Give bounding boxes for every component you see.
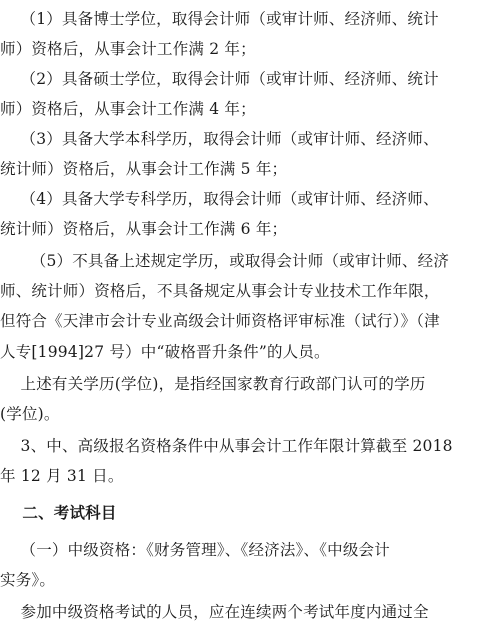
text-line: 实务》。: [0, 571, 56, 589]
text-line: (学位)。: [0, 405, 60, 423]
text-line: 师）资格后，从事会计工作满 2 年；: [0, 40, 256, 58]
text-line: 师）资格后，从事会计工作满 4 年；: [0, 100, 256, 118]
text-line: 统计师）资格后，从事会计工作满 6 年；: [0, 220, 288, 238]
section-heading: 二、考试科目: [0, 504, 117, 522]
text-line: 师、统计师）资格后，不具备规定从事会计专业技术工作年限，: [0, 282, 440, 300]
text-line: 但符合《天津市会计专业高级会计师资格评审标准（试行）》（津: [0, 312, 440, 330]
text-line: 参加中级资格考试的人员，应在连续两个考试年度内通过全: [0, 603, 429, 621]
text-line: （5）不具备上述规定学历，或取得会计师（或审计师、经济: [0, 252, 450, 270]
text-line: （1）具备博士学位，取得会计师（或审计师、经济师、统计: [0, 10, 439, 28]
text-line: （一）中级资格：《财务管理》、《经济法》、《中级会计: [0, 541, 390, 559]
text-line: （3）具备大学本科学历，取得会计师（或审计师、经济师、: [0, 130, 439, 148]
text-line: （2）具备硕士学位，取得会计师（或审计师、经济师、统计: [0, 70, 439, 88]
text-line: 人专[1994]27 号）中“破格晋升条件”的人员。: [0, 343, 330, 361]
text-line: 上述有关学历(学位)，是指经国家教育行政部门认可的学历: [0, 375, 426, 393]
text-line: 3、中、高级报名资格条件中从事会计工作年限计算截至 2018: [0, 437, 453, 455]
text-line: 统计师）资格后，从事会计工作满 5 年；: [0, 160, 288, 178]
text-line: 年 12 月 31 日。: [0, 467, 124, 485]
text-line: （4）具备大学专科学历，取得会计师（或审计师、经济师、: [0, 190, 439, 208]
